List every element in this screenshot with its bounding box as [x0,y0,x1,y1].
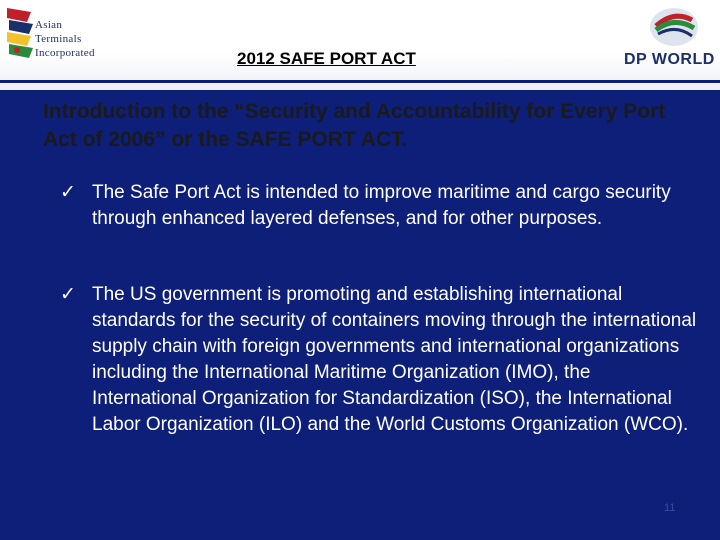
asian-terminals-logo [5,6,155,66]
page-title: 2012 SAFE PORT ACT [237,49,416,68]
logo-line-2: Terminals [35,33,82,45]
bullet-item [60,282,700,438]
header-divider [0,80,720,83]
flags-icon [5,6,37,64]
check-icon: ✓ [60,284,76,305]
bullet-text: The US government is promoting and establishing international standards for the security of containers moving through the international supply chain with foreign governments and international organizations including the International Maritime Organization (IMO), the International Organization for Standardization (ISO), the International Labor Organization (ILO) and the World Customs Organization (WCO). [92,284,697,435]
globe-icon [646,6,702,48]
slide-heading: Introduction to the “Security and Accountability for Every Port Act of 2006” or the SAFE PORT ACT. [43,100,666,151]
page-number: 11 [664,502,676,514]
logo-line-3: Incorporated [35,47,95,59]
dp-world-wordmark: DP WORLD [624,51,715,68]
dp-world-logo [616,6,716,76]
bullet-item [60,180,700,232]
check-icon: ✓ [60,182,76,203]
logo-line-1: Asian [35,19,63,31]
bullet-text: The Safe Port Act is intended to improve maritime and cargo security through enhanced layered defenses, and for other purposes. [92,182,671,229]
